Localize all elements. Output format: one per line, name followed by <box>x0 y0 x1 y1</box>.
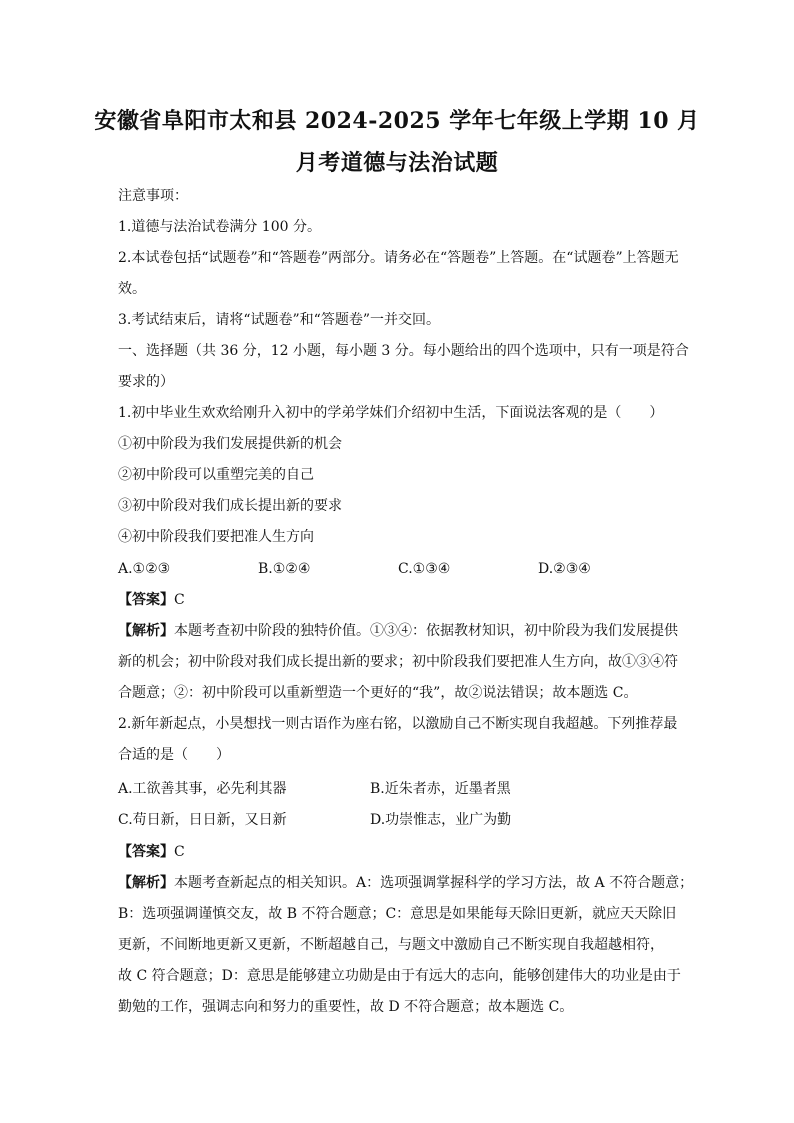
q2-analysis-line-1 <box>118 873 693 893</box>
q1-answer-value: C <box>174 592 185 608</box>
q1-analysis-line-1 <box>118 621 678 641</box>
q1-analysis-line-3: 合题意；②：初中阶段可以重新塑造一个更好的“我”，故②说法错误；故本题选 C。 <box>118 685 638 701</box>
q2-answer <box>118 842 185 862</box>
note-item-1: 1.道德与法治试卷满分 100 分。 <box>118 219 321 235</box>
document-title-line-1: 安徽省阜阳市太和县 2024-2025 学年七年级上学期 10 月 <box>94 108 700 134</box>
q2-analysis-text-1: 本题考查新起点的相关知识。A：选项强调掌握科学的学习方法，故 A 不符合题意； <box>174 875 694 891</box>
note-item-2-line-1: 2.本试卷包括“试题卷”和“答题卷”两部分。请务必在“答题卷”上答题。在“试题卷”上答题无 <box>118 250 679 266</box>
q2-stem-line-2: 合适的是（ ） <box>118 747 230 763</box>
q1-answer <box>118 590 185 610</box>
q1-analysis-label: 【解析】 <box>118 623 174 639</box>
q2-analysis-line-5: 勤勉的工作，强调志向和努力的重要性，故 D 不符合题意；故本题选 C。 <box>118 999 574 1015</box>
q2-answer-value: C <box>174 844 185 860</box>
q2-analysis-line-3: 更新，不间断地更新又更新，不断超越自己，与题文中激励自己不断实现自我超越相符， <box>118 937 664 953</box>
q2-analysis-label: 【解析】 <box>118 875 174 891</box>
q2-answer-label: 【答案】 <box>118 844 174 860</box>
q2-analysis-line-4: 故 C 符合题意；D：意思是能够建立功勋是由于有远大的志向，能够创建伟大的功业是由于 <box>118 968 681 984</box>
q1-option-c: C.①③④ <box>398 561 451 577</box>
q1-statement-1: ①初中阶段为我们发展提供新的机会 <box>118 436 342 452</box>
q2-analysis-line-2: B：选项强调谨慎交友，故 B 不符合题意；C：意思是如果能每天除旧更新，就应天天除旧 <box>118 906 677 922</box>
q1-option-a: A.①②③ <box>118 561 171 577</box>
q2-stem-line-1: 2.新年新起点，小昊想找一则古语作为座右铭，以激励自己不断实现自我超越。下列推荐最 <box>118 716 678 732</box>
q2-option-a: A.工欲善其事，必先利其器 <box>118 781 287 797</box>
q1-stem: 1.初中毕业生欢欢给刚升入初中的学弟学妹们介绍初中生活，下面说法客观的是（ ） <box>118 405 664 421</box>
note-item-2-line-2: 效。 <box>118 281 146 297</box>
q1-statement-2: ②初中阶段可以重塑完美的自己 <box>118 467 314 483</box>
q2-option-d: D.功崇惟志，业广为勤 <box>370 812 512 828</box>
q1-option-b: B.①②④ <box>258 561 311 577</box>
note-item-3: 3.考试结束后，请将“试题卷”和“答题卷”一并交回。 <box>118 312 440 328</box>
q2-option-b: B.近朱者赤，近墨者黑 <box>370 781 511 797</box>
notes-heading: 注意事项： <box>118 188 188 204</box>
q2-option-c: C.苟日新，日日新，又日新 <box>118 812 287 828</box>
document-title-line-2: 月考道德与法治试题 <box>295 150 499 176</box>
q1-analysis-text-1: 本题考查初中阶段的独特价值。①③④：依据教材知识，初中阶段为我们发展提供 <box>174 623 678 639</box>
section-heading-line-1: 一、选择题（共 36 分，12 小题，每小题 3 分。每小题给出的四个选项中，只有一项是符合 <box>118 343 689 359</box>
q1-statement-4: ④初中阶段我们要把准人生方向 <box>118 529 314 545</box>
q1-option-d: D.②③④ <box>538 561 591 577</box>
q1-answer-label: 【答案】 <box>118 592 174 608</box>
q1-analysis-line-2: 新的机会；初中阶段对我们成长提出新的要求；初中阶段我们要把准人生方向，故①③④符 <box>118 654 678 670</box>
q1-statement-3: ③初中阶段对我们成长提出新的要求 <box>118 498 342 514</box>
section-heading-line-2: 要求的） <box>118 374 174 390</box>
